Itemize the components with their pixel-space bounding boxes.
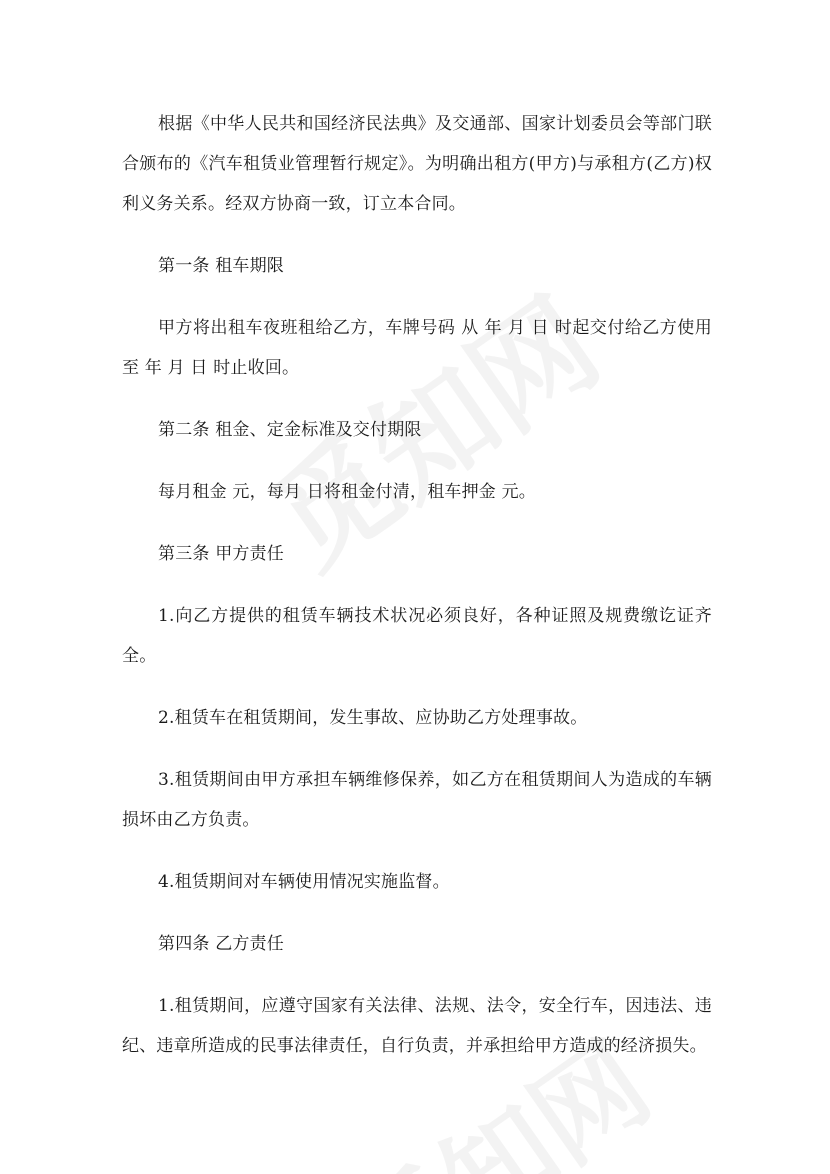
article-2-heading: 第二条 租金、定金标准及交付期限 <box>158 420 422 440</box>
article-3-item: 1.向乙方提供的租赁车辆技术状况必须良好，各种证照及规费缴讫证齐全。 <box>122 606 712 666</box>
article-3-item: 2.租赁车在租赁期间，发生事故、应协助乙方处理事故。 <box>158 708 588 728</box>
article-2-paragraph: 每月租金 元，每月 日将租金付清，租车押金 元。 <box>158 482 537 502</box>
article-3-item: 3.租赁期间由甲方承担车辆维修保养，如乙方在租赁期间人为造成的车辆损坏由乙方负责。 <box>122 770 712 830</box>
article-4-item: 1.租赁期间，应遵守国家有关法律、法规、法令，安全行车，因违法、违纪、违章所造成的民事法律责任，自行负责，并承担给甲方造成的经济损失。 <box>122 996 712 1056</box>
document-body <box>122 104 712 1088</box>
article-3-heading: 第三条 甲方责任 <box>158 544 285 564</box>
article-1-heading: 第一条 租车期限 <box>158 256 285 276</box>
article-3-item: 4.租赁期间对车辆使用情况实施监督。 <box>158 872 450 892</box>
intro-paragraph: 根据《中华人民共和国经济民法典》及交通部、国家计划委员会等部门联合颁布的《汽车租赁业管理暂行规定》。为明确出租方(甲方)与承租方(乙方)权利义务关系。经双方协商一致，订立本合同。 <box>122 114 712 214</box>
article-4-heading: 第四条 乙方责任 <box>158 934 285 954</box>
article-1-paragraph: 甲方将出租车夜班租给乙方，车牌号码 从 年 月 日 时起交付给乙方使用至 年 月 日 时止收回。 <box>122 318 712 378</box>
